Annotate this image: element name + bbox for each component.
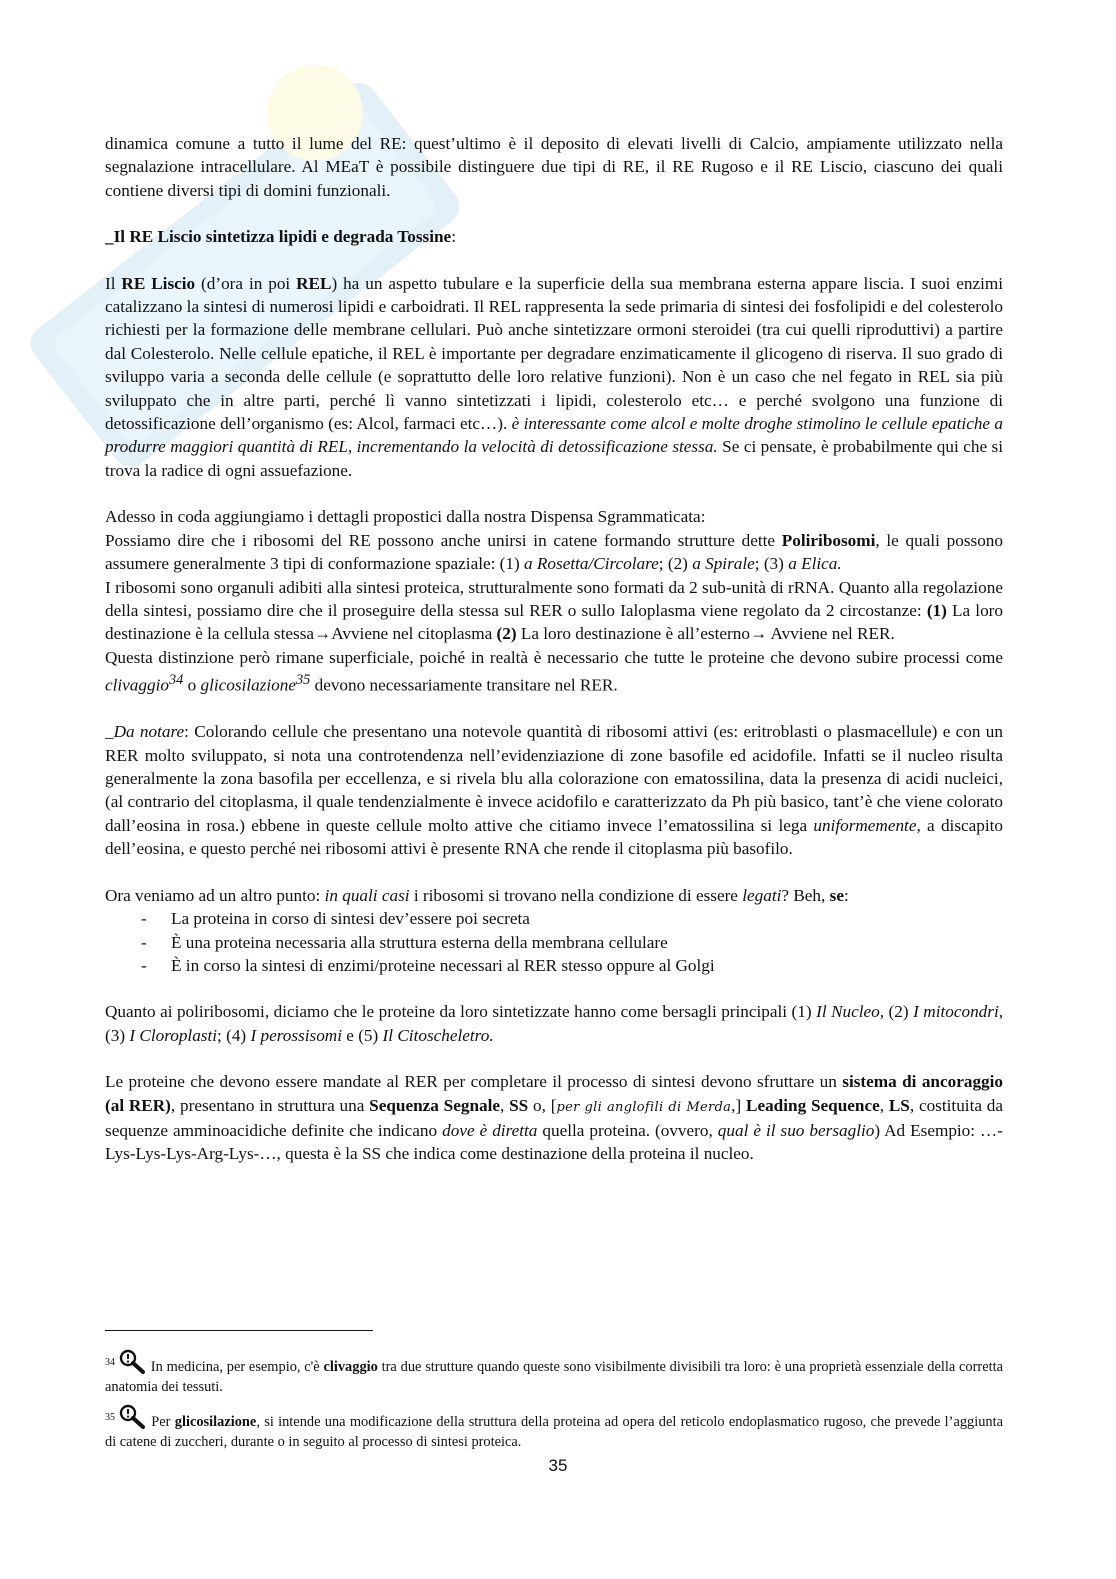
paragraph-rel: Il RE Liscio (d’ora in poi REL) ha un aspetto tubulare e la superficie della sua membrana esterna appare liscia. I suoi enzimi catalizzano la sintesi di numerosi lipidi e carboidrati. Il REL rappresenta la sede primaria di sintesi dei fosfolipidi e del colesterolo richiesti per la formazione delle membrane cellulari. Può anche sintetizzare ormoni steroidei (tra cui quelli riproduttivi) a partire dal Colesterolo. Nelle cellule epatiche, il REL è importante per degradare enzimaticamente il glicogeno di riserva. Il suo grado di sviluppo varia a seconda delle cellule (e soprattutto delle loro relative funzioni). Non è un caso che nel fegato in REL sia più sviluppato che in altre parti, perché lì vanno sintetizzati i lipidi, colesterolo etc… e perché svolgono una funzione di detossificazione dell’organismo (es: Alcol, farmaci etc…). è interessante come alcol e molte droghe stimolino le cellule epatiche a produrre maggiori quantità di REL, incrementando la velocità di detossificazione stessa. Se ci pensate, è probabilmente qui che si trova la radice di ogni assuefazione. xyxy=(105,273,1003,480)
document-body xyxy=(105,132,1003,1166)
paragraph-da-notare: _Da notare: Colorando cellule che presentano una notevole quantità di ribosomi attivi (es: eritroblasti o plasmacellule) e con un RER molto sviluppato, si nota una controtendenza nell’evidenziazione di zone basofile ed acidofile. Infatti se il nucleo risulta generalmente la zona basofila per eccellenza, e si rivela blu alla colorazione con ematossilina, data la presenza di acidi nucleici, (al contrario del citoplasma, il quale tendenzialmente è invece acidofilo e caratterizzato da Ph più basico, tant’è che viene colorato dall’eosina in rosa.) ebbene in queste cellule molto attive che citiamo invece l’ematossilina si lega uniformemente, a discapito dell’eosina, e questo perché nei ribosomi attivi è presente RNA che rende il citoplasma più basofilo. xyxy=(105,722,1003,859)
paragraph-ribosomi: I ribosomi sono organuli adibiti alla sintesi proteica, strutturalmente sono formati da 2 sub-unità di rRNA. Quanto alla regolazione della sintesi, possiamo dire che il proseguire della stessa sul RER o sullo Ialoplasma viene regolato da 2 circostanze: (1) La loro destinazione è la cellula stessa→Avviene nel citoplasma (2) La loro destinazione è all’esterno→ Avviene nel RER. xyxy=(105,577,1003,644)
paragraph-intro: dinamica comune a tutto il lume del RE: quest’ultimo è il deposito di elevati livelli di Calcio, ampiamente utilizzato nella segnalazione intracellulare. Al MEaT è possibile distinguere due tipi di RE, il RE Rugoso e il RE Liscio, ciascuno dei quali contiene diversi tipi di domini funzionali. xyxy=(105,134,1003,200)
footnote-separator xyxy=(105,1330,373,1331)
footnote-ref-34[interactable]: 34 xyxy=(168,672,184,689)
section-heading xyxy=(105,225,1003,248)
list-item: - È una proteina necessaria alla struttura esterna della membrana cellulare xyxy=(105,931,1003,954)
footnote-ref-35[interactable]: 35 xyxy=(295,672,311,689)
paragraph-dispensa: Adesso in coda aggiungiamo i dettagli propostici dalla nostra Dispensa Sgrammaticata: xyxy=(105,507,706,527)
list-item: - La proteina in corso di sintesi dev’essere poi secreta xyxy=(105,907,1003,930)
arrow-icon: → xyxy=(314,624,332,644)
heading-text: _Il RE Liscio sintetizza lipidi e degrada Tossine xyxy=(105,227,452,247)
magnifier-icon xyxy=(117,1348,147,1374)
magnifier-icon xyxy=(117,1403,147,1429)
arrow-icon: → xyxy=(749,624,768,644)
paragraph-distinzione: Questa distinzione però rimane superficiale, poiché in realtà è necessario che tutte le proteine che devono subire processi come clivaggio$^{34}$ o glicosilazione$^{35}$ devono necessariamente transitare nel RER. xyxy=(105,647,1003,695)
heading-colon: : xyxy=(451,227,456,247)
paragraph-sequenza-segnale: Le proteine che devono essere mandate al RER per completare il processo di sintesi devono sfruttare un sistema di ancoraggio (al RER), presentano in struttura una Sequenza Segnale, SS o, [per gli anglofili di Merda,] Leading Sequence, LS, costituita da sequenze amminoacidiche definite che indicano dove è diretta quella proteina. (ovvero, qual è il suo bersaglio) Ad Esempio: …-Lys-Lys-Lys-Arg-Lys-…, questa è la SS che indica come destinazione della proteina il nucleo. xyxy=(105,1072,1003,1164)
footnotes xyxy=(105,1348,1003,1458)
paragraph-poliribosomi: Possiamo dire che i ribosomi del RE possono anche unirsi in catene formando strutture dette Poliribosomi, le quali possono assumere generalmente 3 tipi di conformazione spaziale: (1) a Rosetta/Circolare; (2) a Spirale; (3) a Elica. xyxy=(105,530,1003,574)
paragraph-bersagli: Quanto ai poliribosomi, diciamo che le proteine da loro sintetizzate hanno come bersagli principali (1) Il Nucleo, (2) I mitocondri, (3) I Cloroplasti; (4) I perossisomi e (5) Il Citoscheletro. xyxy=(105,1002,1004,1045)
paragraph-ora: Ora veniamo ad un altro punto: in quali casi i ribosomi si trovano nella condizione di essere legati? Beh, se: xyxy=(105,885,849,905)
bullet-list xyxy=(105,907,1003,977)
footnote-35: $^{35}$ Per glicosilazione, si intende una modificazione della struttura della proteina ad opera del reticolo endoplasmatico rugoso, che prevede l’aggiunta di catene di zuccheri, durante o in seguito al processo di sintesi proteica. xyxy=(105,1403,1003,1452)
page-number: 35 xyxy=(548,1456,568,1475)
footnote-34: $^{34}$ In medicina, per esempio, c'è clivaggio tra due strutture quando queste sono visibilmente divisibili tra loro: è una proprietà essenziale della corretta anatomia dei tessuti. xyxy=(105,1348,1003,1397)
list-item: - È in corso la sintesi di enzimi/proteine necessari al RER stesso oppure al Golgi xyxy=(105,954,1003,977)
